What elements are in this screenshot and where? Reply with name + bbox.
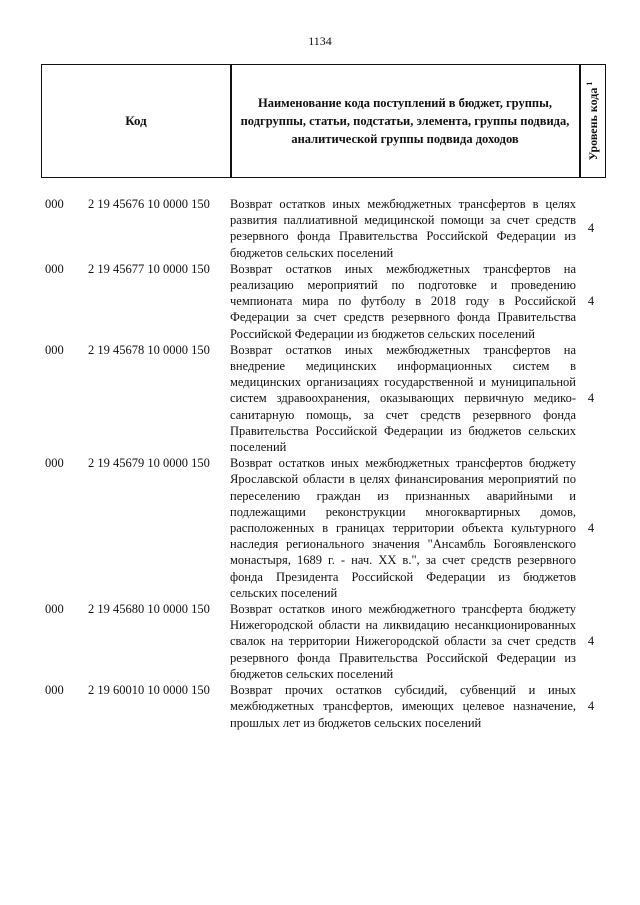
table-header	[41, 64, 606, 178]
table-row	[41, 455, 606, 601]
row-level: 4	[587, 391, 595, 406]
row-admin-code: 000	[45, 261, 64, 276]
row-revenue-code: 2 19 45676 10 0000 150	[88, 197, 210, 211]
row-admin-code: 000	[45, 342, 64, 357]
row-revenue-code: 2 19 45678 10 0000 150	[88, 342, 210, 357]
row-revenue-code: 2 19 45677 10 0000 150	[88, 261, 210, 276]
row-name: Возврат остатков иных межбюджетных трансфертов бюджету Ярославской области в целях финансирования мероприятий по переселению граждан из признанных аварийными и подлежащими реконструкции многоквартирных домов, расположенных в границах территории объекта культурного наследия регионального значения "Ансамбль Богоявленского монастыря, 1689 г. - нач. XX в.", за счет средств резервного фонда Президента Российской Федерации из бюджетов сельских поселений	[230, 456, 576, 600]
row-admin-code: 000	[45, 602, 64, 617]
row-name: Возврат остатков иных межбюджетных трансфертов в целях развития паллиативной медицинской помощи за счет средств резервного фонда Правительства Российской Федерации из бюджетов сельских поселений	[230, 197, 576, 260]
row-name: Возврат остатков иных межбюджетных трансфертов на реализацию мероприятий по подготовке и проведению чемпионата мира по футболу в 2018 году в Российской Федерации за счет средств резервного фонда Правительства Российской Федерации из бюджетов сельских поселений	[230, 261, 576, 341]
page-number: 1134	[308, 34, 332, 48]
table-row	[41, 601, 606, 682]
row-revenue-code: 2 19 45680 10 0000 150	[88, 602, 210, 617]
row-admin-code: 000	[45, 456, 64, 471]
row-level: 4	[587, 293, 595, 308]
row-level: 4	[587, 698, 595, 713]
header-code: Код	[125, 113, 147, 128]
table-body	[41, 196, 606, 731]
table-row	[41, 261, 606, 342]
table-row	[41, 682, 606, 731]
table-row	[41, 342, 606, 455]
header-name: Наименование кода поступлений в бюджет, группы, подгруппы, статьи, подстатьи, элемента, группы подвида, аналитической группы подвида доходов	[240, 96, 570, 146]
row-admin-code: 000	[45, 683, 64, 698]
header-level	[581, 65, 605, 177]
header-level-footnote: 1	[585, 81, 594, 86]
row-level: 4	[587, 634, 595, 649]
row-level: 4	[587, 520, 595, 535]
row-revenue-code: 2 19 60010 10 0000 150	[88, 683, 210, 698]
table-row	[41, 196, 606, 261]
row-name: Возврат остатков иного межбюджетного трансферта бюджету Нижегородской области на ликвидацию несанкционированных свалок на территории Нижегородской области за счет средств резервного фонда Правительства Российской Федерации из бюджетов сельских поселений	[230, 602, 576, 681]
row-name: Возврат остатков иных межбюджетных трансфертов на внедрение медицинских информационных систем в медицинских организациях государственной и муниципальной систем здравоохранения, оказывающих первичную медико-санитарную помощь, за счет средств резервного фонда Правительства Российской Федерации из бюджетов сельских поселений	[230, 342, 576, 455]
row-name: Возврат прочих остатков субсидий, субвенций и иных межбюджетных трансфертов, имеющих целевое назначение, прошлых лет из бюджетов сельских поселений	[230, 683, 576, 730]
row-level: 4	[587, 220, 595, 235]
row-admin-code: 000	[45, 197, 64, 211]
row-revenue-code: 2 19 45679 10 0000 150	[88, 456, 210, 471]
header-level-text: Уровень кода	[586, 87, 600, 161]
header-level-label	[585, 82, 601, 161]
